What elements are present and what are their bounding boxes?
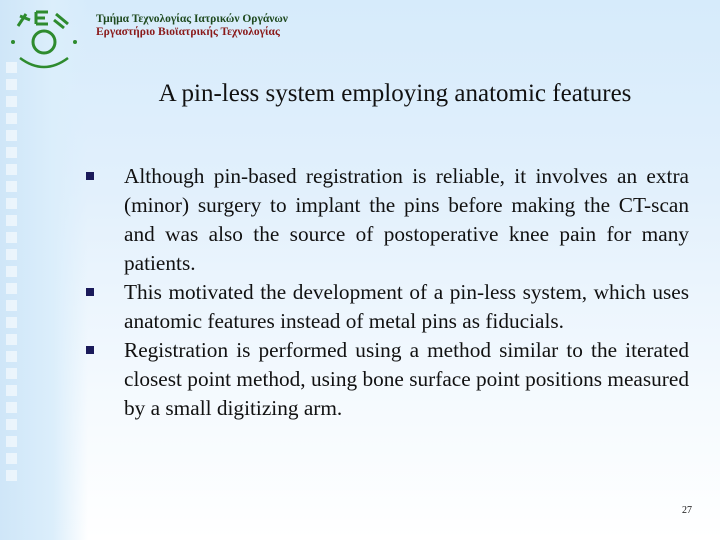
bullet-item xyxy=(84,162,689,278)
bullet-text: This motivated the development of a pin-less system, which uses anatomic features instead of metal pins as fiducials. xyxy=(124,280,689,333)
left-square-strip xyxy=(6,62,18,487)
tei-athens-logo xyxy=(8,6,80,74)
bullet-list xyxy=(84,162,689,423)
square-bullet-icon xyxy=(86,288,94,296)
square-bullet-icon xyxy=(86,346,94,354)
square-bullet-icon xyxy=(86,172,94,180)
department-name: Τμήμα Τεχνολογίας Ιατρικών Οργάνων xyxy=(96,13,288,25)
lab-name: Εργαστήριο Βιοϊατρικής Τεχνολογίας xyxy=(96,26,280,38)
bullet-item xyxy=(84,336,689,423)
bullet-item xyxy=(84,278,689,336)
bullet-text: Although pin-based registration is reliable, it involves an extra (minor) surgery to implant the pins before making the CT-scan and was also the source of postoperative knee pain for many patients. xyxy=(124,164,689,275)
slide-title: A pin-less system employing anatomic features xyxy=(158,80,632,107)
page-number: 27 xyxy=(682,505,692,516)
department-header xyxy=(96,13,288,39)
bullet-text: Registration is performed using a method similar to the iterated closest point method, using bone surface point positions measured by a small digitizing arm. xyxy=(124,338,689,420)
